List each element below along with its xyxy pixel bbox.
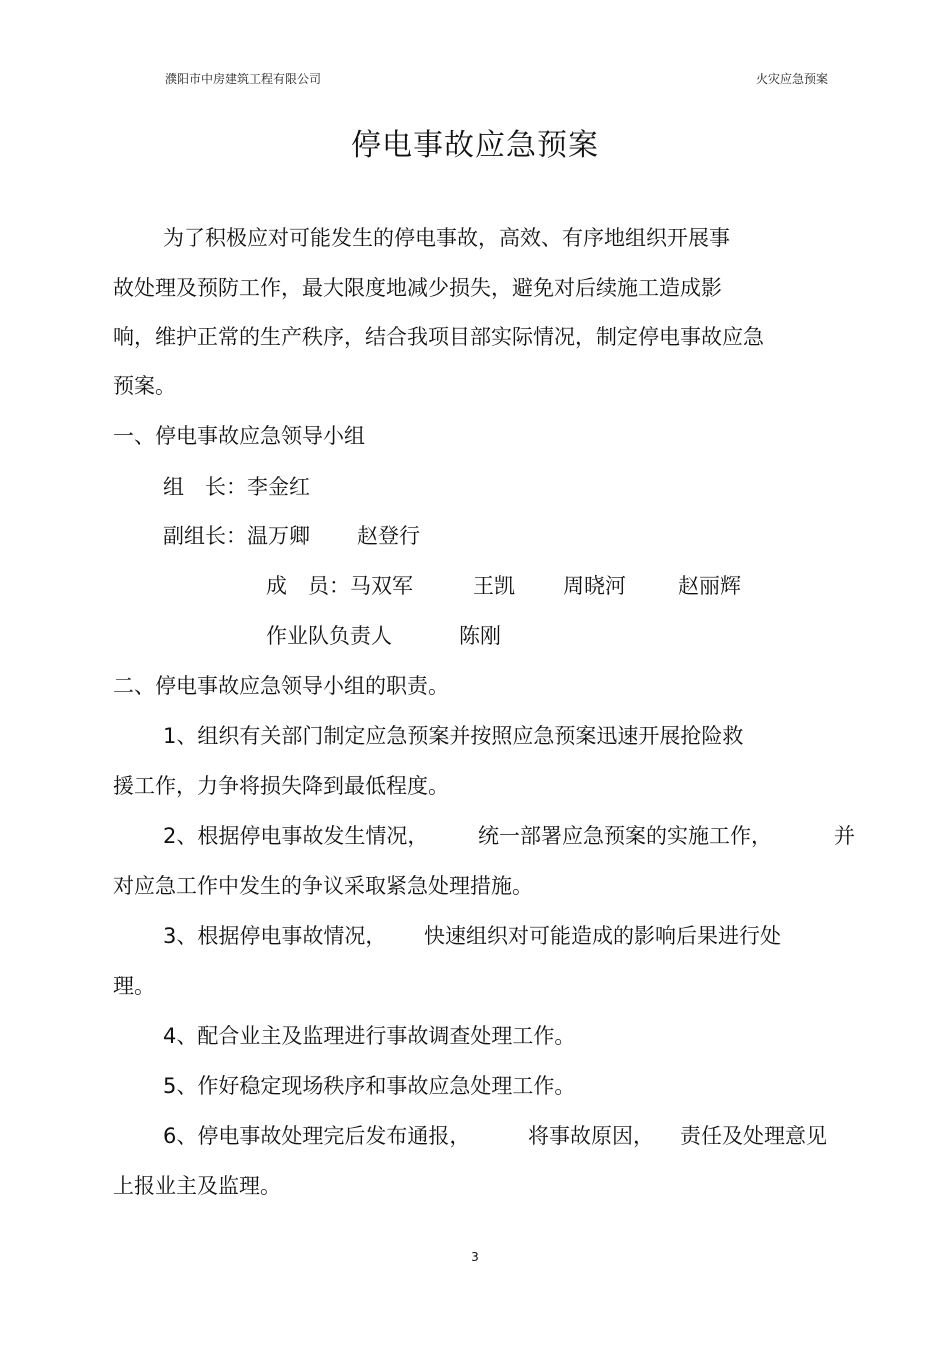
item6-part-2: 将事故原因，	[528, 1124, 654, 1148]
intro-line-4: 预案。	[113, 374, 176, 398]
leader-line: 组 长：李金红	[163, 475, 310, 499]
item6-part-1: 6、停电事故处理完后发布通报，	[163, 1124, 471, 1148]
member-2: 王凯	[473, 574, 515, 598]
item4-line: 4、配合业主及监理进行事故调查处理工作。	[163, 1024, 576, 1048]
item2-part-2: 统一部署应急预案的实施工作，	[478, 824, 772, 848]
intro-line-1: 为了积极应对可能发生的停电事故，高效、有序地组织开展事	[163, 226, 730, 250]
deputy-second: 赵登行	[357, 524, 420, 548]
item2-part-1: 2、根据停电事故发生情况，	[163, 824, 429, 848]
item3-part-1: 3、根据停电事故情况，	[163, 924, 387, 948]
header-company: 濮阳市中房建筑工程有限公司	[165, 72, 322, 86]
team-lead-label: 作业队负责人	[266, 624, 392, 648]
member-3: 周晓河	[563, 574, 626, 598]
intro-line-2: 故处理及预防工作，最大限度地减少损失，避免对后续施工造成影	[113, 276, 722, 300]
item3-part-2: 快速组织对可能造成的影响后果进行处	[424, 924, 781, 948]
section1-heading: 一、停电事故应急领导小组	[113, 424, 365, 448]
members-label: 成 员：马双军	[266, 574, 413, 598]
item1-line-1: 1、组织有关部门制定应急预案并按照应急预案迅速开展抢险救	[163, 724, 744, 748]
document-title: 停电事故应急预案	[351, 128, 599, 163]
item6-line-2: 上报业主及监理。	[113, 1174, 281, 1198]
item2-line-2: 对应急工作中发生的争议采取紧急处理措施。	[113, 874, 533, 898]
item5-line: 5、作好稳定现场秩序和事故应急处理工作。	[163, 1074, 576, 1098]
item2-part-3: 并	[834, 824, 855, 848]
header-doc-type: 火灾应急预案	[756, 72, 829, 86]
item6-part-3: 责任及处理意见	[680, 1124, 827, 1148]
member-4: 赵丽辉	[678, 574, 741, 598]
item3-line-2: 理。	[113, 974, 155, 998]
intro-line-3: 响，维护正常的生产秩序，结合我项目部实际情况，制定停电事故应急	[113, 325, 764, 349]
page-number: 3	[471, 1250, 479, 1264]
deputy-label: 副组长：温万卿	[163, 524, 310, 548]
team-lead-name: 陈刚	[459, 624, 501, 648]
item1-line-2: 援工作，力争将损失降到最低程度。	[113, 774, 449, 798]
section2-heading: 二、停电事故应急领导小组的职责。	[113, 674, 449, 698]
